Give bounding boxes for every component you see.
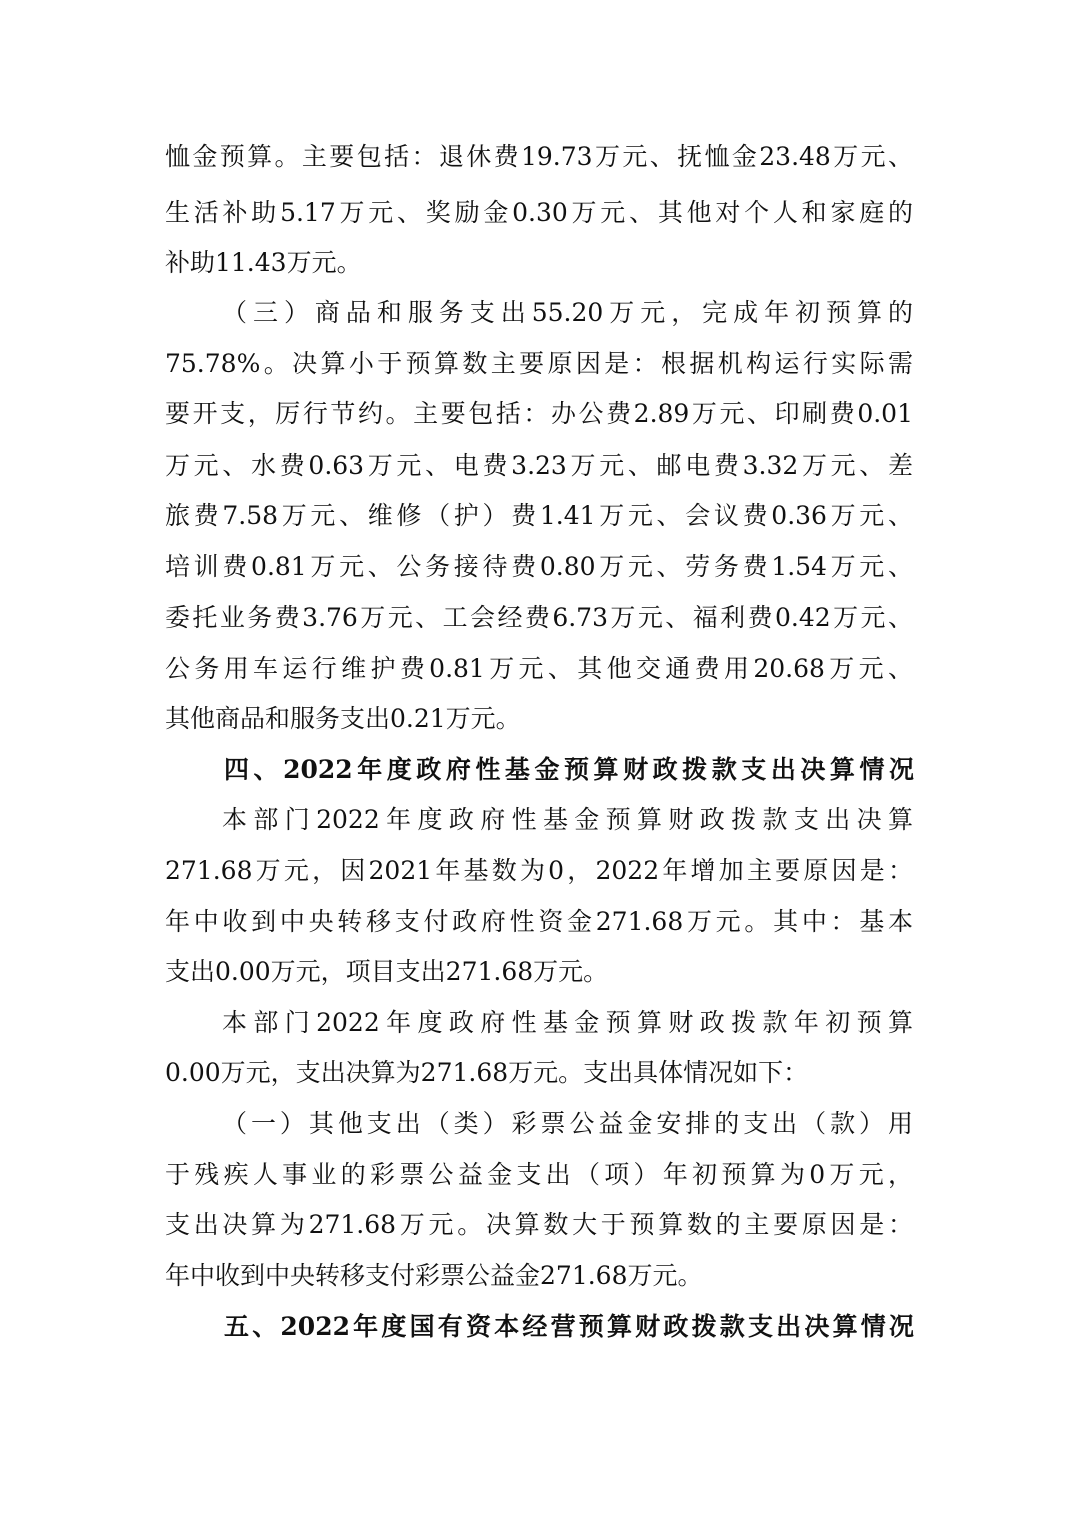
text-line: 271.68万元，因2021年基数为0，2022年增加主要原因是： <box>165 856 913 885</box>
text-line: 75.78%。决算小于预算数主要原因是：根据机构运行实际需 <box>165 349 913 378</box>
text-line: 年中收到中央转移支付彩票公益金271.68万元。 <box>165 1261 703 1290</box>
text-line: 补助11.43万元。 <box>165 248 362 277</box>
text-line: 旅费7.58万元、维修（护）费1.41万元、会议费0.36万元、 <box>165 501 913 530</box>
text-line: 要开支，厉行节约。主要包括：办公费2.89万元、印刷费0.01 <box>165 399 913 428</box>
text-line: 于残疾人事业的彩票公益金支出（项）年初预算为0万元， <box>165 1160 913 1189</box>
text-line: 公务用车运行维护费0.81万元、其他交通费用20.68万元、 <box>165 654 913 683</box>
text-line: 年中收到中央转移支付政府性资金271.68万元。其中：基本 <box>165 907 913 936</box>
text-line: 本部门2022年度政府性基金预算财政拨款支出决算 <box>222 805 913 834</box>
section-heading: 四、2022年度政府性基金预算财政拨款支出决算情况 <box>224 755 914 784</box>
text-line: 委托业务费3.76万元、工会经费6.73万元、福利费0.42万元、 <box>165 603 913 632</box>
text-line: 万元、水费0.63万元、电费3.23万元、邮电费3.32万元、差 <box>165 451 913 480</box>
text-line: 其他商品和服务支出0.21万元。 <box>165 704 521 733</box>
text-line: 0.00万元，支出决算为271.68万元。支出具体情况如下： <box>165 1058 809 1087</box>
text-line: 培训费0.81万元、公务接待费0.80万元、劳务费1.54万元、 <box>165 552 913 581</box>
text-line: 支出0.00万元，项目支出271.68万元。 <box>165 957 609 986</box>
text-line: 支出决算为271.68万元。决算数大于预算数的主要原因是： <box>165 1210 913 1239</box>
text-line: （三）商品和服务支出55.20万元，完成年初预算的 <box>222 298 913 327</box>
section-heading: 五、2022年度国有资本经营预算财政拨款支出决算情况 <box>224 1312 914 1341</box>
text-line: 恤金预算。主要包括：退休费19.73万元、抚恤金23.48万元、 <box>165 142 913 171</box>
text-line: 本部门2022年度政府性基金预算财政拨款年初预算 <box>222 1008 913 1037</box>
text-line: （一）其他支出（类）彩票公益金安排的支出（款）用 <box>222 1109 913 1138</box>
text-line: 生活补助5.17万元、奖励金0.30万元、其他对个人和家庭的 <box>165 198 913 227</box>
